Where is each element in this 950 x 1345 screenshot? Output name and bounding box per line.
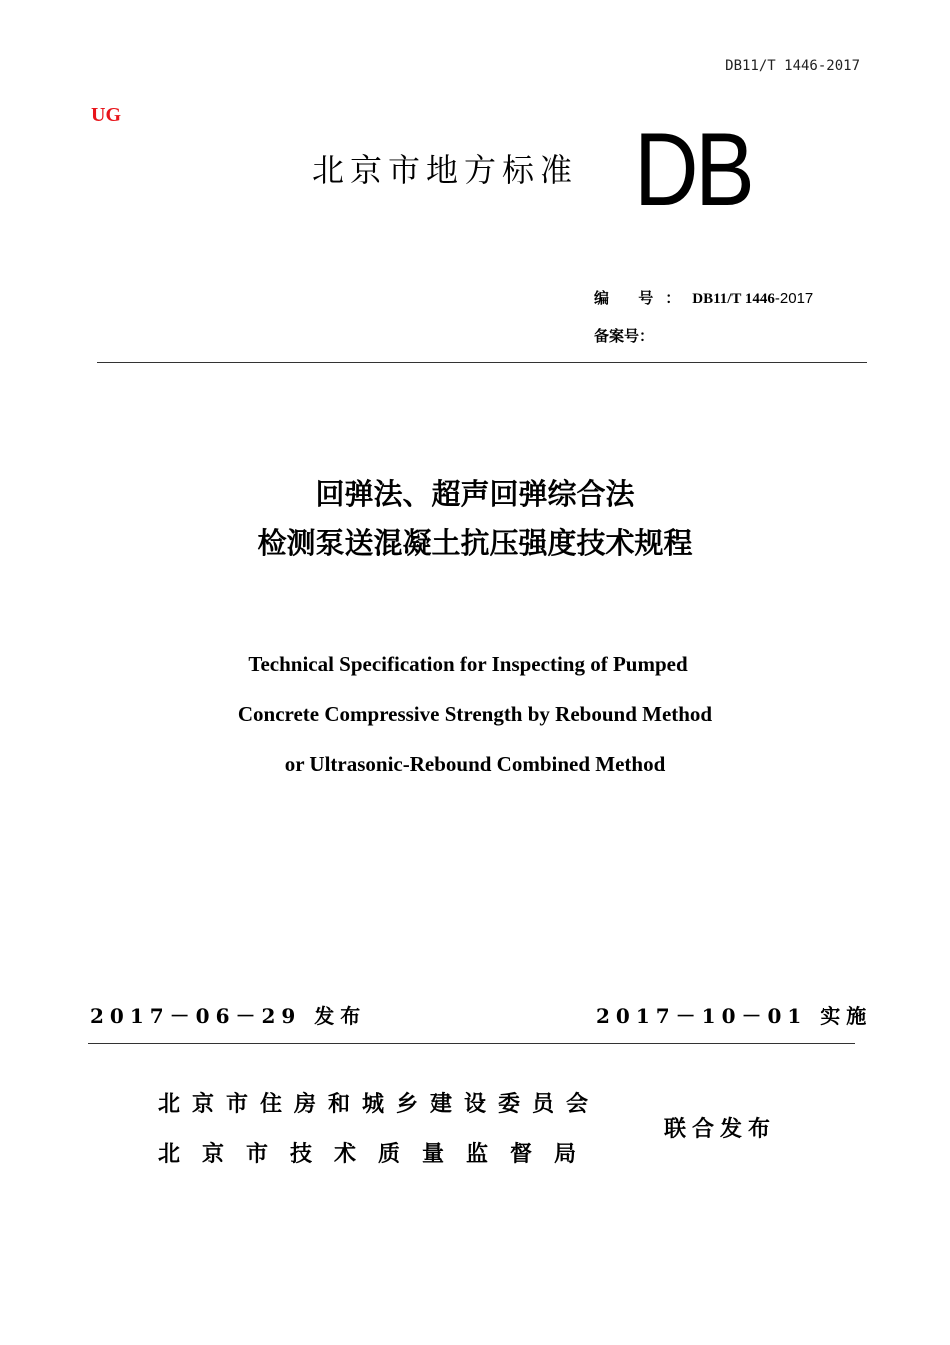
standard-number-year: -2017 bbox=[774, 290, 814, 307]
ug-mark: UG bbox=[91, 104, 121, 126]
standard-number bbox=[594, 287, 813, 308]
record-number-label: 备案号： bbox=[594, 327, 655, 345]
chinese-title-line-2: 检测泵送混凝土抗压强度技术规程 bbox=[257, 526, 693, 560]
english-title-line-1: Technical Specification for Inspecting of Pumped bbox=[248, 652, 688, 676]
issuer-housing-commission: 北京市住房和城乡建设委员会 bbox=[158, 1092, 601, 1117]
standard-number-label: 编 号： bbox=[594, 289, 693, 307]
implementation-date: 2017－10－01 实施 bbox=[596, 1004, 873, 1028]
standard-title: 北京市地方标准 bbox=[312, 151, 579, 189]
english-title-line-2: Concrete Compressive Strength by Rebound Method bbox=[237, 702, 713, 726]
document-code: DB11/T 1446-2017 bbox=[725, 58, 860, 74]
db-logo: DB bbox=[634, 112, 752, 228]
standard-number-value: DB11/T 1446 bbox=[692, 291, 775, 307]
top-divider bbox=[97, 362, 867, 363]
issuer-quality-bureau: 北京市技术质量监督局 bbox=[158, 1142, 599, 1167]
english-title-line-3: or Ultrasonic-Rebound Combined Method bbox=[284, 752, 666, 776]
bottom-divider bbox=[88, 1043, 855, 1044]
issue-date: 2017－06－29 发布 bbox=[90, 1004, 367, 1028]
joint-issue-label: 联合发布 bbox=[664, 1117, 777, 1142]
chinese-title-line-1: 回弹法、超声回弹综合法 bbox=[315, 477, 635, 511]
